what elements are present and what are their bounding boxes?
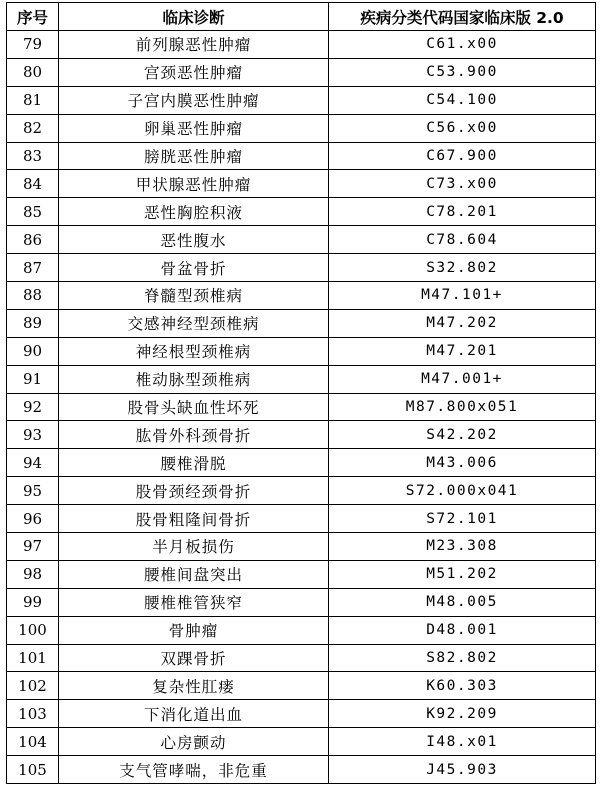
code-cell: K60.303 — [329, 672, 596, 700]
row-number-cell: 84 — [7, 170, 59, 198]
table-row — [7, 449, 596, 477]
diagnosis-cell: 脊髓型颈椎病 — [59, 282, 329, 310]
code-cell: M47.202 — [329, 309, 596, 337]
table-row — [7, 226, 596, 254]
table-row — [7, 337, 596, 365]
code-cell: M87.800x051 — [329, 393, 596, 421]
row-number-cell: 93 — [7, 421, 59, 449]
table-row — [7, 142, 596, 170]
table-row — [7, 198, 596, 226]
row-number-cell: 92 — [7, 393, 59, 421]
diagnosis-cell: 复杂性肛瘘 — [59, 672, 329, 700]
code-cell: M48.005 — [329, 588, 596, 616]
diagnosis-cell: 下消化道出血 — [59, 700, 329, 728]
diagnosis-cell: 腰椎滑脱 — [59, 449, 329, 477]
code-cell: J45.903 — [329, 756, 596, 784]
code-cell: C61.x00 — [329, 31, 596, 59]
code-cell: S42.202 — [329, 421, 596, 449]
diagnosis-cell: 前列腺恶性肿瘤 — [59, 31, 329, 59]
code-cell: S72.101 — [329, 505, 596, 533]
row-number-cell: 103 — [7, 700, 59, 728]
code-cell: D48.001 — [329, 616, 596, 644]
table-row — [7, 477, 596, 505]
diagnosis-cell: 神经根型颈椎病 — [59, 337, 329, 365]
diagnosis-cell: 腰椎间盘突出 — [59, 560, 329, 588]
row-number-cell: 101 — [7, 644, 59, 672]
row-number-cell: 87 — [7, 254, 59, 282]
diagnosis-cell: 半月板损伤 — [59, 533, 329, 561]
row-number-cell: 104 — [7, 728, 59, 756]
diagnosis-cell: 膀胱恶性肿瘤 — [59, 142, 329, 170]
table-row — [7, 365, 596, 393]
row-number-cell: 85 — [7, 198, 59, 226]
diagnosis-cell: 子宫内膜恶性肿瘤 — [59, 86, 329, 114]
row-number-cell: 82 — [7, 114, 59, 142]
table-row — [7, 86, 596, 114]
table-header-row — [7, 3, 596, 31]
table-row — [7, 282, 596, 310]
table-row — [7, 421, 596, 449]
diagnosis-cell: 腰椎椎管狭窄 — [59, 588, 329, 616]
code-cell: C73.x00 — [329, 170, 596, 198]
table-row — [7, 254, 596, 282]
table-row — [7, 588, 596, 616]
code-cell: M47.101+ — [329, 282, 596, 310]
header-code: 疾病分类代码国家临床版 2.0 — [329, 3, 596, 31]
code-cell: S82.802 — [329, 644, 596, 672]
code-cell: C78.604 — [329, 226, 596, 254]
table-row — [7, 58, 596, 86]
diagnosis-cell: 宫颈恶性肿瘤 — [59, 58, 329, 86]
row-number-cell: 105 — [7, 756, 59, 784]
code-cell: M51.202 — [329, 560, 596, 588]
row-number-cell: 100 — [7, 616, 59, 644]
code-cell: C54.100 — [329, 86, 596, 114]
row-number-cell: 79 — [7, 31, 59, 59]
row-number-cell: 90 — [7, 337, 59, 365]
code-cell: S72.000x041 — [329, 477, 596, 505]
table-row — [7, 170, 596, 198]
diagnosis-cell: 骨盆骨折 — [59, 254, 329, 282]
code-cell: M47.001+ — [329, 365, 596, 393]
row-number-cell: 102 — [7, 672, 59, 700]
diagnosis-cell: 恶性胸腔积液 — [59, 198, 329, 226]
diagnosis-cell: 股骨粗隆间骨折 — [59, 505, 329, 533]
row-number-cell: 83 — [7, 142, 59, 170]
diagnosis-cell: 甲状腺恶性肿瘤 — [59, 170, 329, 198]
table-row — [7, 505, 596, 533]
row-number-cell: 86 — [7, 226, 59, 254]
diagnosis-cell: 恶性腹水 — [59, 226, 329, 254]
diagnosis-cell: 卵巢恶性肿瘤 — [59, 114, 329, 142]
diagnosis-cell: 交感神经型颈椎病 — [59, 309, 329, 337]
diagnosis-cell: 股骨头缺血性坏死 — [59, 393, 329, 421]
code-cell: S32.802 — [329, 254, 596, 282]
code-cell: C67.900 — [329, 142, 596, 170]
row-number-cell: 88 — [7, 282, 59, 310]
table-row — [7, 309, 596, 337]
header-diagnosis: 临床诊断 — [59, 3, 329, 31]
diagnosis-cell: 心房颤动 — [59, 728, 329, 756]
diagnosis-cell: 骨肿瘤 — [59, 616, 329, 644]
table-row — [7, 560, 596, 588]
code-cell: M23.308 — [329, 533, 596, 561]
row-number-cell: 81 — [7, 86, 59, 114]
row-number-cell: 95 — [7, 477, 59, 505]
header-number: 序号 — [7, 3, 59, 31]
diagnosis-cell: 股骨颈经颈骨折 — [59, 477, 329, 505]
code-cell: K92.209 — [329, 700, 596, 728]
table-row — [7, 533, 596, 561]
code-cell: I48.x01 — [329, 728, 596, 756]
row-number-cell: 97 — [7, 533, 59, 561]
row-number-cell: 96 — [7, 505, 59, 533]
table-row — [7, 756, 596, 784]
table-row — [7, 114, 596, 142]
table-row — [7, 393, 596, 421]
row-number-cell: 94 — [7, 449, 59, 477]
diagnosis-cell: 椎动脉型颈椎病 — [59, 365, 329, 393]
code-cell: M47.201 — [329, 337, 596, 365]
table-row — [7, 700, 596, 728]
code-cell: C56.x00 — [329, 114, 596, 142]
table-row — [7, 644, 596, 672]
code-cell: C78.201 — [329, 198, 596, 226]
table-row — [7, 672, 596, 700]
table-row — [7, 31, 596, 59]
diagnosis-code-table — [6, 2, 596, 784]
row-number-cell: 91 — [7, 365, 59, 393]
code-cell: M43.006 — [329, 449, 596, 477]
row-number-cell: 89 — [7, 309, 59, 337]
row-number-cell: 99 — [7, 588, 59, 616]
table-row — [7, 616, 596, 644]
code-cell: C53.900 — [329, 58, 596, 86]
diagnosis-cell: 双踝骨折 — [59, 644, 329, 672]
diagnosis-cell: 肱骨外科颈骨折 — [59, 421, 329, 449]
diagnosis-cell: 支气管哮喘，非危重 — [59, 756, 329, 784]
row-number-cell: 80 — [7, 58, 59, 86]
table-row — [7, 728, 596, 756]
row-number-cell: 98 — [7, 560, 59, 588]
